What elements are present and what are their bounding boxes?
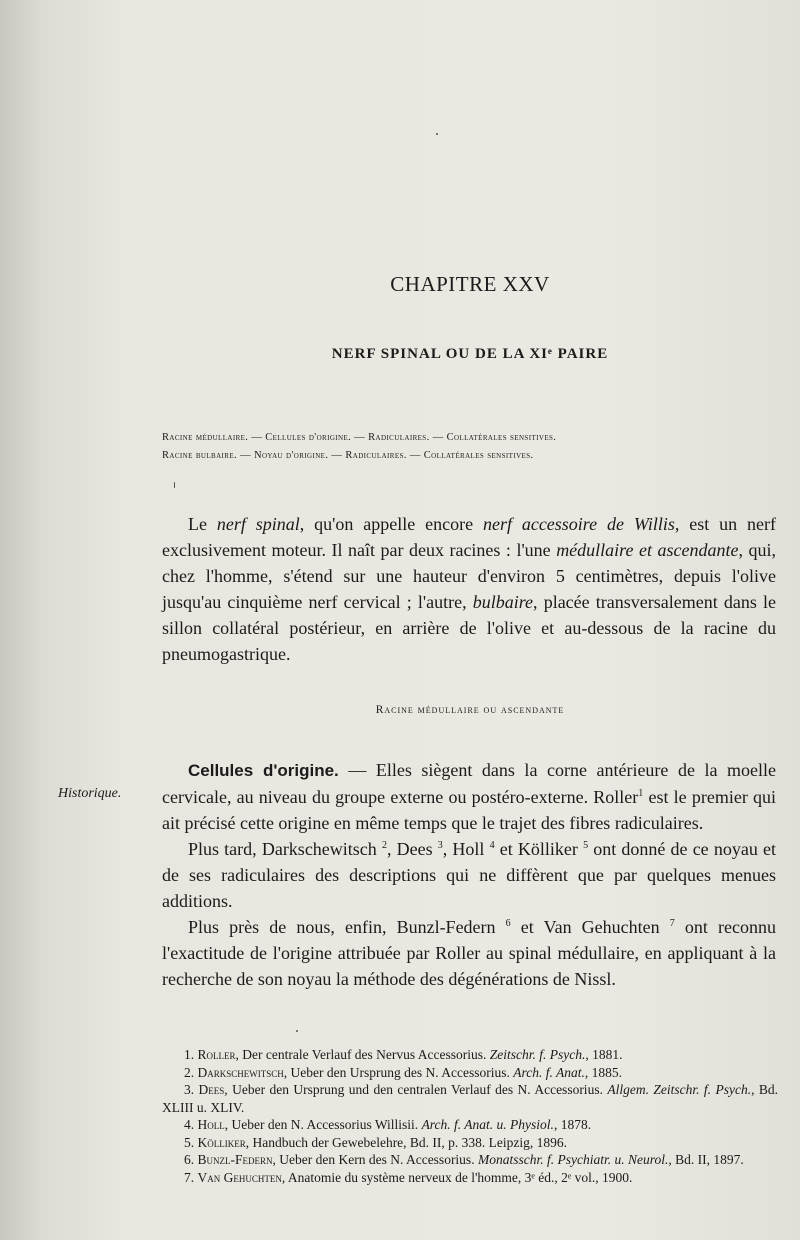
summary-line-2: Racine bulbaire. — Noyau d'origine. — Radiculaires. — Collatérales sensitives. [162, 450, 534, 461]
print-speck [436, 133, 438, 135]
print-speck [174, 482, 175, 488]
footnote-ref: 7 [669, 918, 675, 929]
footnote-source: Zeitschr. f. Psych. [489, 1047, 586, 1062]
body-text: ont reconnu l'exactitude de l'origine attribuée par Roller au spinal médullaire, en appliquant à la recherche de son noyau la méthode des dégénérations de Nissl. [162, 917, 776, 989]
intro-term-bulbaire: bulbaire [472, 592, 534, 612]
chapter-title: CHAPITRE XXV [390, 272, 550, 296]
section-body [162, 757, 776, 992]
footnote-text: , Handbuch der Gewebelehre, Bd. II, p. 338. Leipzig, 1896. [245, 1134, 568, 1150]
footnote-author: Bunzl-Federn [197, 1152, 273, 1167]
body-text: , Holl [442, 839, 490, 859]
footnote-text: , Ueber den Ursprung und den centralen Verlauf des N. Accessorius. [224, 1082, 608, 1097]
body-paragraph-2 [162, 836, 776, 914]
footnote-text: , Der centrale Verlauf des Nervus Accessorius. [235, 1047, 490, 1062]
footnote [162, 1134, 778, 1152]
footnote-number: 5. [184, 1134, 198, 1150]
footnote-author: Van Gehuchten [197, 1169, 282, 1185]
body-paragraph-1 [162, 757, 776, 836]
footnote [162, 1151, 778, 1169]
footnote-text: , 1885. [584, 1064, 622, 1080]
footnote-author: Roller [197, 1047, 236, 1062]
footnote [162, 1169, 778, 1187]
footnote-number: 6. [184, 1152, 198, 1167]
footnote-source: Allgem. Zeitschr. f. Psych. [607, 1082, 752, 1097]
body-text: Plus près de nous, enfin, Bunzl-Federn [188, 917, 506, 937]
body-text: Plus tard, Darkschewitsch [188, 839, 382, 859]
footnote-text: , Anatomie du système nerveux de l'homme, 3ᵉ éd., 2ᵉ vol., 1900. [281, 1169, 633, 1185]
footnote-text: , 1878. [553, 1117, 592, 1132]
print-speck [296, 1030, 298, 1032]
footnote-author: Dees [198, 1082, 225, 1097]
footnote-text: , 1881. [585, 1047, 623, 1062]
footnote-text: , Ueber den N. Accessorius Willisii. [224, 1117, 422, 1132]
footnote-text: , Bd. II, 1897. [668, 1152, 744, 1167]
intro-text: , est un nerf exclusivement moteur. Il naît par deux racines : l'une [162, 514, 776, 560]
footnote [162, 1046, 778, 1064]
summary-line-1: Racine médullaire. — Cellules d'origine. — Radiculaires. — Collatérales sensitives. [162, 432, 557, 443]
body-paragraph-3 [162, 914, 776, 992]
intro-term-nerf-spinal: nerf spinal [216, 514, 300, 534]
body-text: et Van Gehuchten [510, 917, 670, 937]
body-text: , Dees [386, 839, 438, 859]
intro-text: Le [188, 514, 217, 534]
footnote-ref: 4 [489, 840, 495, 851]
footnote-source: Arch. f. Anat. [513, 1064, 585, 1080]
footnotes [162, 1046, 778, 1186]
body-text: et Kölliker [494, 839, 584, 859]
footnote-author: Holl [197, 1117, 225, 1132]
footnote-number: 2. [184, 1064, 198, 1080]
footnote [162, 1064, 778, 1082]
footnote-ref: 5 [583, 840, 589, 851]
footnote-number: 7. [184, 1169, 198, 1185]
footnote-source: Monatsschr. f. Psychiatr. u. Neurol. [477, 1152, 669, 1167]
intro-text: , qu'on appelle encore [299, 514, 483, 534]
intro-paragraph [162, 511, 776, 667]
paragraph-heading: Cellules d'origine. [188, 761, 339, 780]
footnote-text: , Ueber den Ursprung des N. Accessorius. [283, 1064, 514, 1080]
section-heading: Racine médullaire ou ascendante [375, 704, 565, 716]
intro-text: , placée transversalement dans le sillon collatéral postérieur, en arrière de l'olive et au-dessous de la racine du pneumogastrique. [162, 592, 777, 664]
chapter-subtitle: NERF SPINAL OU DE LA XIᵉ PAIRE [331, 346, 609, 362]
footnote-text: , Ueber den Kern des N. Accessorius. [272, 1152, 478, 1167]
footnote [162, 1116, 778, 1134]
margin-note: Historique. [58, 786, 122, 801]
footnote-text: , Bd. XLIII u. XLIV. [162, 1082, 778, 1115]
footnote-ref: 3 [437, 840, 443, 851]
footnote-author: Darkschewitsch [197, 1064, 284, 1080]
footnote-source: Arch. f. Anat. u. Physiol. [421, 1117, 554, 1132]
intro-text: , qui, chez l'homme, s'étend sur une hauteur d'environ 5 centimètres, depuis l'olive jusqu'au cinquième nerf cervical ; l'autre, [162, 540, 776, 612]
footnote-number: 4. [184, 1117, 198, 1132]
intro-term-medullaire: médullaire et ascendante [556, 540, 739, 560]
body-text: — Elles siègent dans la corne antérieure de la moelle cervicale, au niveau du groupe externe ou postéro-externe. Roller [162, 760, 776, 807]
body-text: est le premier qui ait précisé cette origine en même temps que le trajet des fibres radiculaires. [162, 787, 776, 833]
body-text: ont donné de ce noyau et de ses radiculaires des descriptions qui ne diffèrent que par quelques menues additions. [162, 839, 776, 911]
footnote-ref: 1 [638, 788, 644, 799]
footnote-ref: 2 [381, 840, 387, 851]
footnote [162, 1081, 778, 1116]
footnote-number: 1. [184, 1047, 198, 1062]
intro-term-accessoire: nerf accessoire de Willis [482, 514, 675, 534]
footnote-ref: 6 [505, 918, 511, 929]
footnote-number: 3. [184, 1082, 199, 1097]
footnote-author: Kölliker [197, 1134, 246, 1150]
chapter-summary [162, 429, 772, 465]
